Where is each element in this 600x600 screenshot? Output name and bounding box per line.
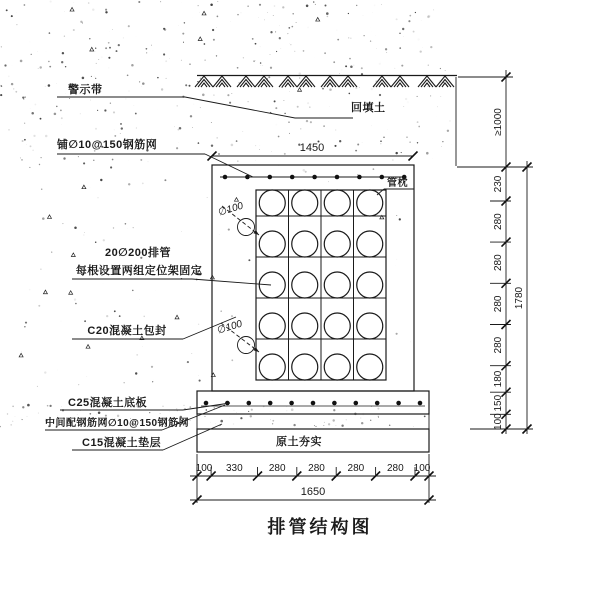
encasement-concrete-texture	[19, 0, 411, 388]
dimension-top-width	[208, 142, 418, 161]
pipe-spec-label: 20∅200排管	[104, 247, 172, 259]
right-seg-5: 180	[493, 370, 504, 388]
right-seg-2: 280	[493, 254, 504, 272]
bottom-seg-5: 280	[386, 463, 404, 474]
bottom-seg-6: 100	[413, 463, 431, 474]
conduit-dia-label-upper: ∅100	[217, 200, 245, 219]
pipe-pillow-label: 管枕	[387, 178, 408, 189]
bottom-seg-2: 280	[268, 463, 286, 474]
pipe-fix-label: 每根设置两组定位架固定	[75, 265, 203, 277]
pipe-circle	[357, 231, 383, 257]
right-seg-0: 230	[493, 175, 504, 193]
bottom-seg-4: 280	[347, 463, 365, 474]
right-seg-3: 280	[493, 295, 504, 313]
concrete-encasement	[19, 0, 414, 391]
pipe-circle	[357, 313, 383, 339]
pipe-circle	[357, 354, 383, 380]
pipe-circle	[292, 313, 318, 339]
right-total-value: 1780	[514, 286, 525, 310]
pipe-circle	[324, 354, 350, 380]
pipe-circle	[292, 190, 318, 216]
drawing-title: 排管结构图	[267, 517, 373, 537]
pipe-circle	[259, 354, 285, 380]
cushion-label: C15混凝土垫层	[82, 437, 162, 449]
slab-rebar-dots	[204, 401, 423, 406]
pipe-circle	[292, 231, 318, 257]
top-mesh-label: 铺∅10@150钢筋网	[57, 139, 158, 151]
pipe-circle	[259, 190, 285, 216]
base-slab-label: C25混凝土底板	[68, 397, 148, 409]
ground-hatch-symbols	[195, 76, 454, 87]
mid-mesh-label: 中间配钢筋网∅10@150钢筋网	[45, 418, 190, 429]
bottom-total-value: 1650	[300, 486, 326, 498]
pipe-grid	[256, 190, 386, 380]
pipe-circle	[259, 231, 285, 257]
pipe-circle	[357, 272, 383, 298]
pipe-circle	[292, 272, 318, 298]
dimension-bottom	[190, 454, 436, 505]
pipe-circle	[292, 354, 318, 380]
pipe-circle	[324, 190, 350, 216]
callout-encasement	[72, 317, 236, 339]
bottom-seg-0: 100	[195, 463, 213, 474]
top-width-value: 1450	[299, 142, 325, 154]
pipe-circle	[324, 231, 350, 257]
pipe-circle	[259, 272, 285, 298]
small-conduit-upper	[217, 200, 259, 235]
right-seg-4: 280	[493, 336, 504, 354]
encasement-label: C20混凝土包封	[87, 325, 167, 337]
dimension-right	[457, 70, 533, 434]
right-seg-7: 100	[493, 413, 504, 430]
compacted-soil-label: 原土夯实	[276, 436, 322, 448]
pipe-circle	[259, 313, 285, 339]
backfill-label: 回填土	[351, 102, 386, 114]
pipe-circle	[324, 272, 350, 298]
warning-tape-leader	[57, 97, 353, 118]
right-seg-1: 280	[493, 213, 504, 230]
base-slab	[197, 391, 429, 414]
conduit-dia-label-lower: ∅100	[216, 318, 244, 337]
cover-depth-value: ≥1000	[493, 108, 504, 136]
warning-tape-label: 警示带	[68, 84, 103, 96]
bottom-seg-1: 330	[225, 463, 243, 474]
bottom-seg-3: 280	[308, 463, 325, 474]
callout-pipes	[72, 245, 271, 285]
pipe-circle	[324, 313, 350, 339]
right-seg-6: 150	[493, 394, 504, 412]
compacted-soil-box	[197, 429, 429, 452]
small-conduit-lower	[216, 318, 259, 353]
callout-top-mesh	[56, 137, 253, 177]
